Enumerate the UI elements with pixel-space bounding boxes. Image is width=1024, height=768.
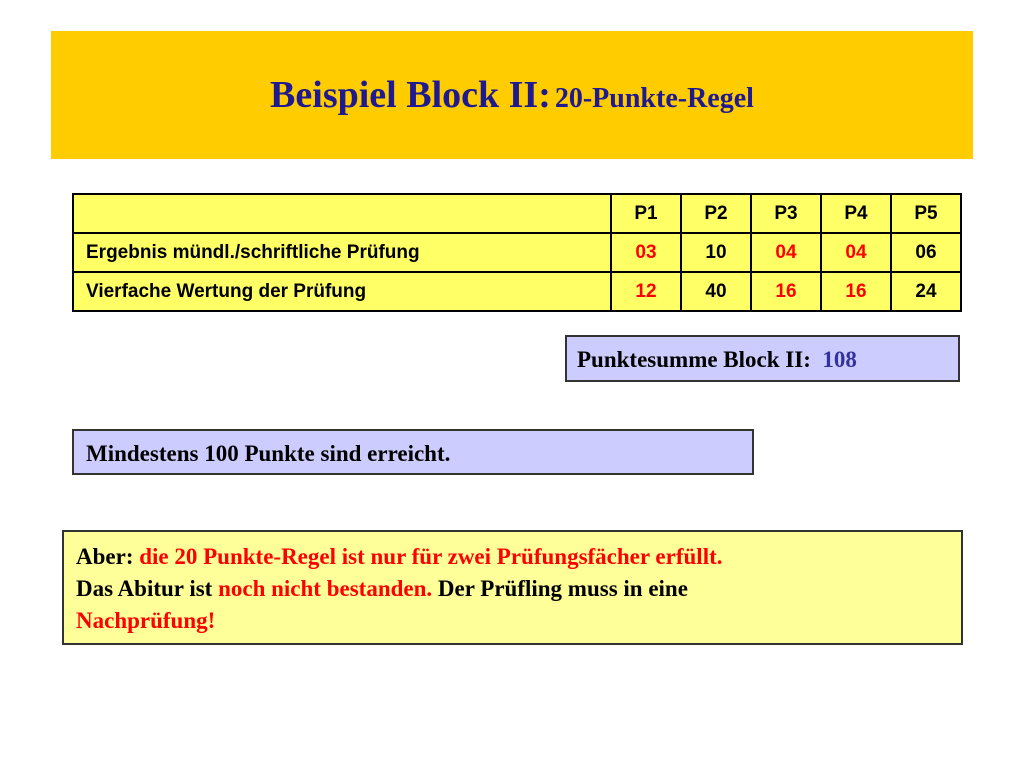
- minimum-points-box: [72, 429, 754, 475]
- points-sum-box: [565, 335, 960, 382]
- note-line-1: [76, 541, 949, 573]
- note-line-3: [76, 605, 949, 637]
- note-rule-text: die 20 Punkte-Regel ist nur für zwei Prüfungsfächer erfüllt.: [139, 544, 723, 569]
- points-sum-value: 108: [822, 347, 857, 372]
- note-box: [62, 530, 963, 645]
- column-header: P3: [751, 194, 821, 233]
- minimum-points-text: Mindestens 100 Punkte sind erreicht.: [86, 441, 451, 466]
- table-cell: 16: [821, 272, 891, 311]
- title-bar: [51, 31, 973, 159]
- table-cell: 06: [891, 233, 961, 272]
- table-cell: 03: [611, 233, 681, 272]
- table-row: [73, 233, 961, 272]
- note-prefix: Aber:: [76, 544, 134, 569]
- table-cell: 24: [891, 272, 961, 311]
- table-cell: 10: [681, 233, 751, 272]
- title-main: Beispiel Block II:: [270, 74, 551, 116]
- page-title: [270, 73, 754, 117]
- note-line2-end: Der Prüfling muss in eine: [437, 576, 688, 601]
- note-line2-red: noch nicht bestanden.: [218, 576, 433, 601]
- note-line-2: [76, 573, 949, 605]
- column-header: P5: [891, 194, 961, 233]
- title-sub: 20-Punkte-Regel: [554, 83, 754, 114]
- table-header-empty: [73, 194, 611, 233]
- points-sum-label: Punktesumme Block II:: [577, 347, 811, 372]
- table-cell: 12: [611, 272, 681, 311]
- grades-table: [72, 193, 962, 312]
- table-cell: 16: [751, 272, 821, 311]
- table-cell: 40: [681, 272, 751, 311]
- note-line3-red: Nachprüfung!: [76, 608, 216, 633]
- row-label: Vierfache Wertung der Prüfung: [73, 272, 611, 311]
- table-header-row: [73, 194, 961, 233]
- table-row: [73, 272, 961, 311]
- table-cell: 04: [821, 233, 891, 272]
- column-header: P2: [681, 194, 751, 233]
- table-cell: 04: [751, 233, 821, 272]
- column-header: P4: [821, 194, 891, 233]
- column-header: P1: [611, 194, 681, 233]
- note-line2-start: Das Abitur ist: [76, 576, 213, 601]
- row-label: Ergebnis mündl./schriftliche Prüfung: [73, 233, 611, 272]
